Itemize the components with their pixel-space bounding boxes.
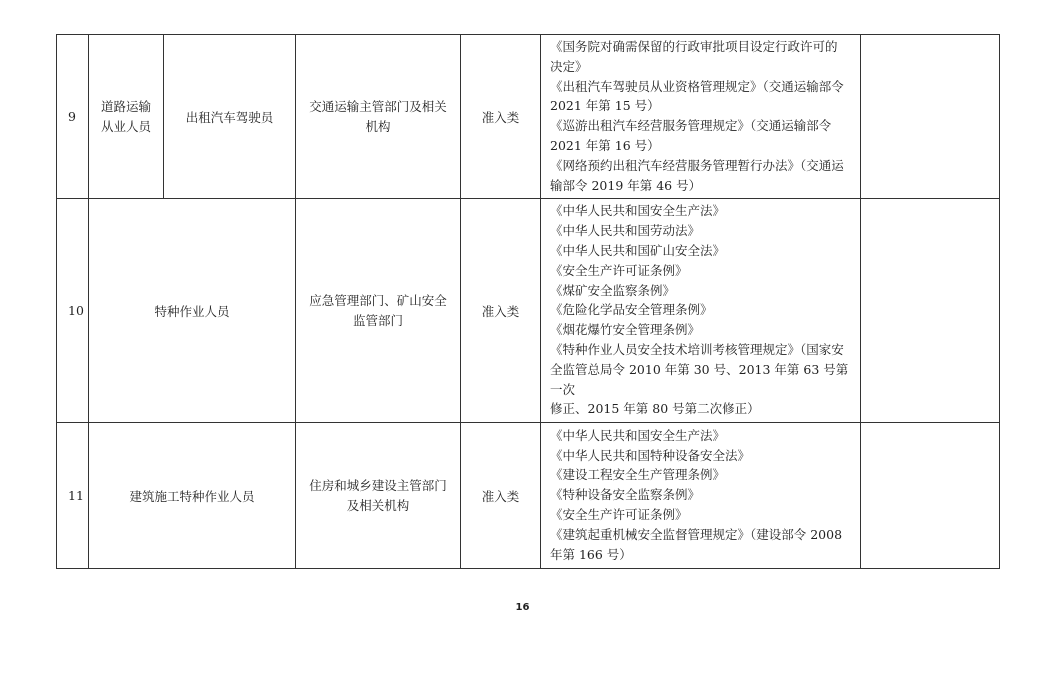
department-label: 住房和城乡建设主管部门及相关机构: [309, 477, 447, 513]
law-line: 年第 166 号）: [550, 546, 632, 562]
page-number: 16: [515, 602, 530, 613]
law-line: 修正、2015 年第 80 号第二次修正）: [550, 401, 760, 417]
department-cell: [296, 35, 461, 199]
law-line: 《网络预约出租汽车经营服务管理暂行办法》（交通运: [550, 157, 844, 173]
law-line: 《中华人民共和国劳动法》: [550, 223, 701, 239]
note-cell: [861, 35, 1000, 199]
note-cell: [861, 199, 1000, 423]
row-number: 10: [57, 199, 89, 423]
laws-cell: [541, 35, 861, 199]
department-label: 应急管理部门、矿山安全监管部门: [309, 292, 447, 328]
law-line: 《建筑起重机械安全监督管理规定》（建设部令 2008: [550, 526, 843, 542]
law-line: 《危险化学品安全管理条例》: [550, 302, 713, 318]
law-line: 《中华人民共和国安全生产法》: [550, 427, 726, 443]
law-line: 2021 年第 16 号）: [550, 137, 660, 153]
type-cell: 准入类: [461, 423, 541, 569]
law-line: 《特种设备安全监察条例》: [550, 487, 701, 503]
subcategory-cell: 出租汽车驾驶员: [164, 35, 296, 199]
laws-cell: [541, 199, 861, 423]
table-row: [57, 35, 1000, 199]
row-number: 11: [57, 423, 89, 569]
law-line: 《出租汽车驾驶员从业资格管理规定》（交通运输部令: [550, 78, 844, 94]
law-line: 《国务院对确需保留的行政审批项目设定行政许可的: [550, 39, 838, 54]
note-cell: [861, 423, 1000, 569]
law-line: 《中华人民共和国安全生产法》: [550, 203, 726, 219]
category-cell: 特种作业人员: [89, 199, 296, 423]
law-line: 《特种作业人员安全技术培训考核管理规定》（国家安: [550, 341, 844, 357]
department-cell: [296, 199, 461, 423]
law-line: 《建设工程安全生产管理条例》: [550, 467, 726, 483]
law-line: 《中华人民共和国矿山安全法》: [550, 242, 726, 258]
category-label: 道路运输从业人员: [100, 98, 151, 134]
department-cell: [296, 423, 461, 569]
qualification-table: [56, 34, 1000, 569]
category-cell: [89, 35, 164, 199]
law-line: 输部令 2019 年第 46 号）: [550, 177, 702, 193]
law-line: 《安全生产许可证条例》: [550, 262, 688, 278]
type-cell: 准入类: [461, 199, 541, 423]
table-row: [57, 199, 1000, 423]
type-cell: 准入类: [461, 35, 541, 199]
law-line: 《烟花爆竹安全管理条例》: [550, 322, 701, 338]
laws-cell: [541, 423, 861, 569]
row-number: 9: [57, 35, 89, 199]
law-line: 决定》: [550, 58, 588, 74]
department-label: 交通运输主管部门及相关机构: [309, 98, 447, 134]
law-line: 2021 年第 15 号）: [550, 98, 660, 114]
law-line: 《安全生产许可证条例》: [550, 507, 688, 523]
table-row: [57, 423, 1000, 569]
law-line: 《巡游出租汽车经营服务管理规定》（交通运输部令: [550, 118, 832, 134]
category-cell: 建筑施工特种作业人员: [89, 423, 296, 569]
law-line: 《煤矿安全监察条例》: [550, 282, 676, 298]
law-line: 《中华人民共和国特种设备安全法》: [550, 447, 751, 463]
law-line: 全监管总局令 2010 年第 30 号、2013 年第 63 号第一次: [550, 361, 849, 397]
